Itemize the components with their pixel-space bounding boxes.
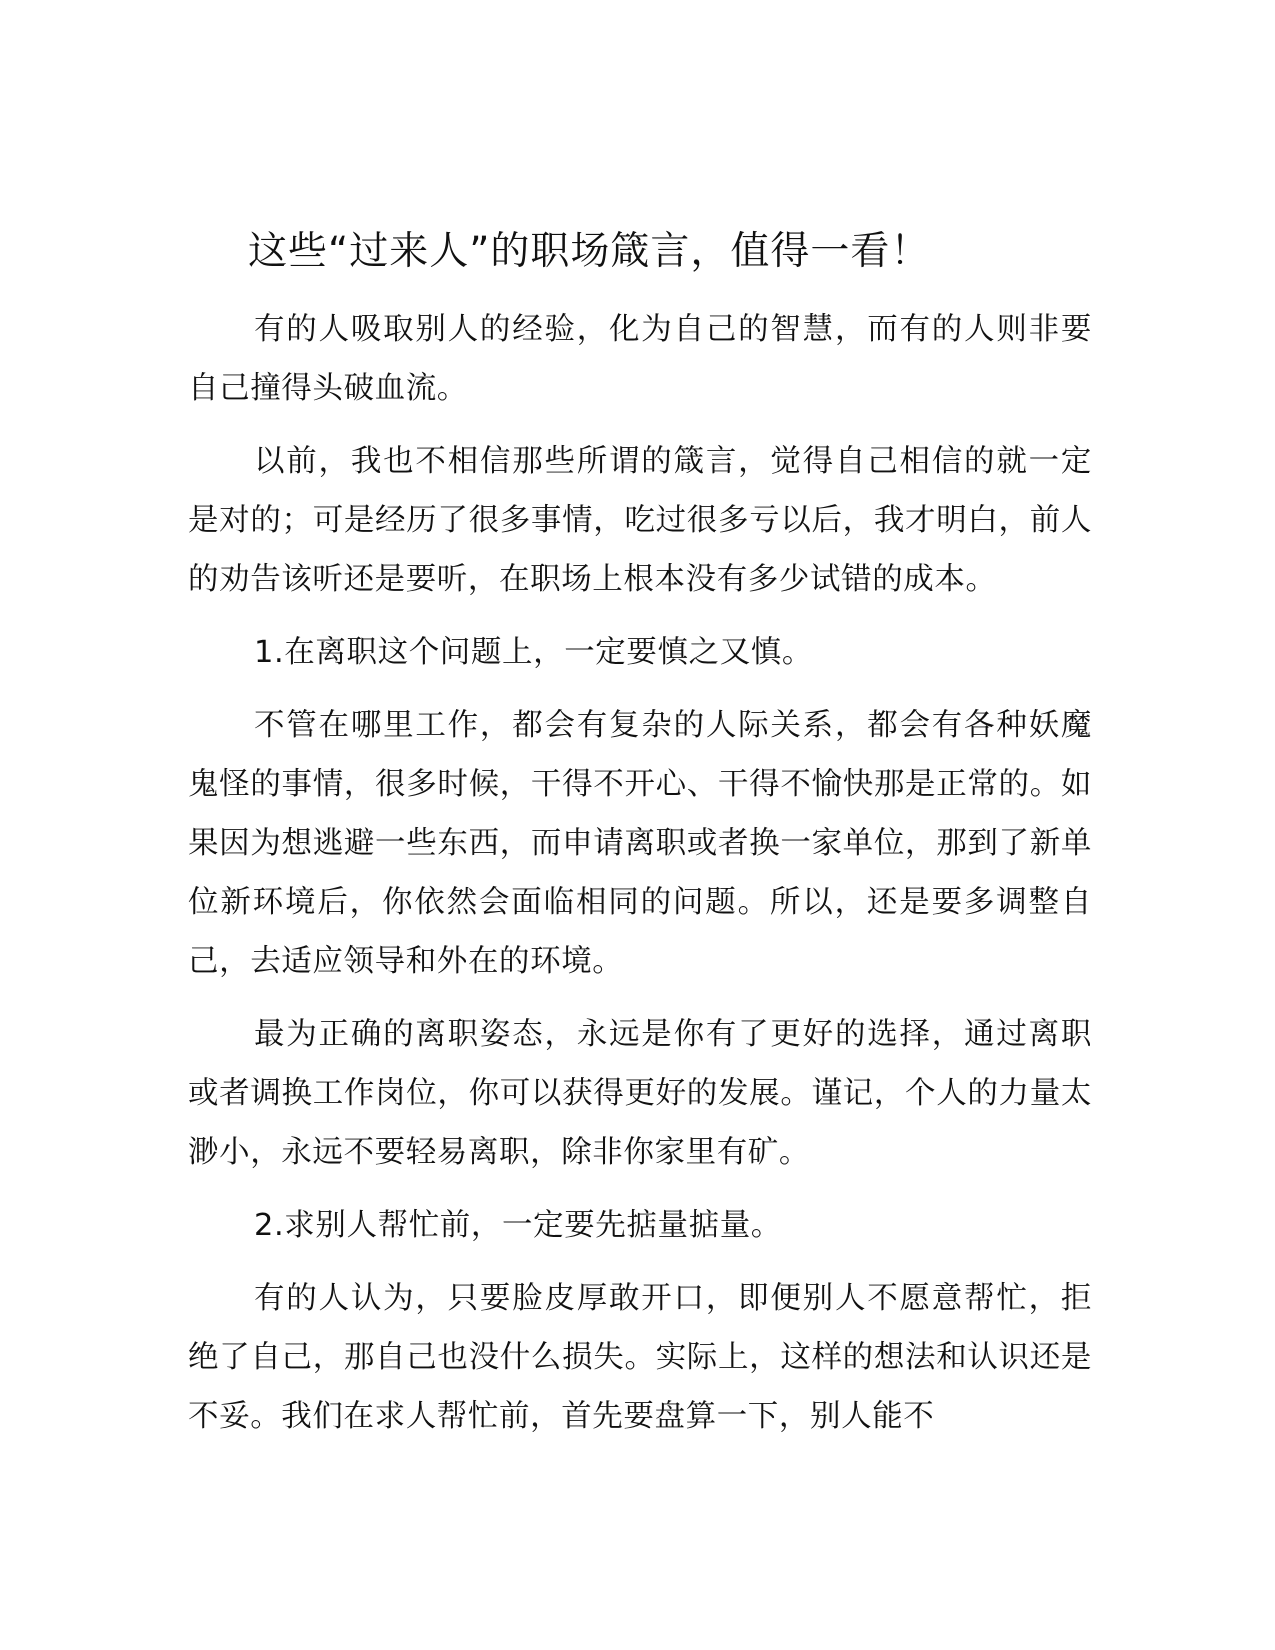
paragraph-heading-1: 1.在离职这个问题上，一定要慎之又慎。 [254, 635, 813, 670]
paragraph-intro: 有的人吸取别人的经验，化为自己的智慧，而有的人则非要自己撞得头破血流。 [188, 312, 1092, 406]
document-body [188, 300, 1092, 1460]
paragraph-background: 以前，我也不相信那些所谓的箴言，觉得自己相信的就一定是对的；可是经历了很多事情，吃过很多亏以后，我才明白，前人的劝告该听还是要听，在职场上根本没有多少试错的成本。 [188, 444, 1092, 597]
paragraph-resignation-advice: 最为正确的离职姿态，永远是你有了更好的选择，通过离职或者调换工作岗位，你可以获得更好的发展。谨记，个人的力量太渺小，永远不要轻易离职，除非你家里有矿。 [188, 1017, 1092, 1170]
paragraph-heading-2: 2.求别人帮忙前，一定要先掂量掂量。 [254, 1208, 782, 1243]
paragraph-resignation-detail: 不管在哪里工作，都会有复杂的人际关系，都会有各种妖魔鬼怪的事情，很多时候，干得不开心、干得不愉快那是正常的。如果因为想逃避一些东西，而申请离职或者换一家单位，那到了新单位新环境后，你依然会面临相同的问题。所以，还是要多调整自己，去适应领导和外在的环境。 [188, 708, 1092, 979]
document-title: 这些“过来人”的职场箴言，值得一看！ [248, 229, 931, 274]
paragraph-asking-help: 有的人认为，只要脸皮厚敢开口，即便别人不愿意帮忙，拒绝了自己，那自己也没什么损失。实际上，这样的想法和认识还是不妥。我们在求人帮忙前，首先要盘算一下，别人能不 [188, 1281, 1092, 1434]
